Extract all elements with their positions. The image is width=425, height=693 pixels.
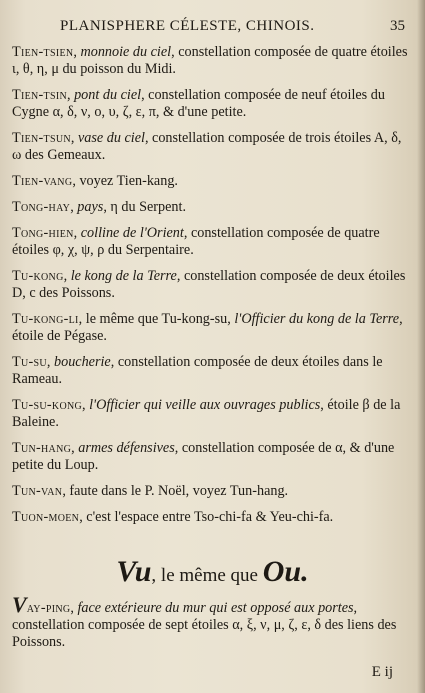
entry-vay-ping-block bbox=[12, 592, 411, 660]
entry-gloss: boucherie bbox=[54, 354, 111, 370]
entry-sep: , bbox=[70, 130, 78, 146]
entry-head: Tu-kong bbox=[12, 268, 64, 284]
entry-text: , constellation composée de neuf étoiles du Cygne α, δ, ν, ο, υ, ζ, ε, π, & d'une petite. bbox=[12, 87, 385, 120]
entry-tuon-moen bbox=[12, 509, 411, 526]
entry-text: , η du Serpent. bbox=[103, 199, 186, 215]
entry-gloss: l'Officier qui veille aux ouvrages publics bbox=[89, 397, 321, 413]
entry-head: Tong-hien bbox=[12, 225, 74, 241]
entry-tien-tsin bbox=[12, 87, 411, 121]
entry-head: Tu-kong-li bbox=[12, 311, 79, 327]
entry-tu-su bbox=[12, 354, 411, 388]
entry-tu-kong-li bbox=[12, 311, 411, 345]
entry-gloss: monnoie du ciel bbox=[80, 44, 172, 60]
page-number: 35 bbox=[390, 18, 405, 34]
entry-gloss: pont du ciel bbox=[74, 87, 142, 103]
entry-sep: , bbox=[73, 225, 81, 241]
section-heading-vu bbox=[0, 555, 425, 589]
entry-text: , constellation composée de α, & d'une petite du Loup. bbox=[12, 440, 395, 473]
entry-head: Tien-tsin bbox=[12, 87, 67, 103]
entry-text: , étoile de Pégase. bbox=[12, 311, 403, 344]
entry-head: Tu-su-kong bbox=[12, 397, 83, 413]
entry-text: , constellation composée de sept étoiles α, ξ, ν, μ, ζ, ε, δ des liens des Poissons. bbox=[12, 600, 397, 650]
entry-head: Tun-hang bbox=[12, 440, 72, 456]
entry-head: Tuon-moen bbox=[12, 509, 80, 525]
entry-sep: , bbox=[82, 397, 90, 413]
entry-text: , faute dans le P. Noël, voyez Tun-hang. bbox=[62, 483, 289, 499]
entry-head: Tun-van bbox=[12, 483, 63, 499]
section-ou: Ou. bbox=[262, 555, 309, 588]
entry-head: Tien-vang bbox=[12, 173, 73, 189]
drop-initial: V bbox=[12, 592, 27, 617]
glossary-entries bbox=[12, 44, 411, 535]
entry-sep: , bbox=[70, 199, 78, 215]
entry-tun-van bbox=[12, 483, 411, 500]
entry-head: Tong-hay bbox=[12, 199, 71, 215]
entry-tien-tsien bbox=[12, 44, 411, 78]
entry-tu-kong bbox=[12, 268, 411, 302]
entry-head: ay-ping bbox=[26, 600, 71, 616]
entry-text: , constellation composée de quatre étoiles φ, χ, ψ, ρ du Serpentaire. bbox=[12, 225, 380, 258]
entry-tong-hay bbox=[12, 199, 411, 216]
entry-gloss: le kong de la Terre bbox=[70, 268, 177, 284]
entry-text: , constellation composée de deux étoiles dans le Rameau. bbox=[12, 354, 383, 387]
signature-mark: E ij bbox=[371, 664, 393, 680]
entry-gloss: vase du ciel bbox=[77, 130, 145, 146]
entry-head: Tu-su bbox=[12, 354, 47, 370]
entry-gloss: pays bbox=[77, 199, 104, 215]
entry-sep: , bbox=[46, 354, 54, 370]
running-title: PLANISPHERE CÉLESTE, CHINOIS. bbox=[60, 18, 315, 34]
entry-text: , c'est l'espace entre Tso-chi-fa & Yeu-chi-fa. bbox=[79, 509, 334, 525]
entry-gloss: armes défensives bbox=[78, 440, 175, 456]
entry-tun-hang bbox=[12, 440, 411, 474]
entry-tong-hien bbox=[12, 225, 411, 259]
entry-gloss: face extérieure du mur qui est opposé aux portes bbox=[77, 600, 354, 616]
page-header bbox=[60, 18, 405, 40]
entry-text: , constellation composée de quatre étoiles ι, θ, η, μ du poisson du Midi. bbox=[12, 44, 408, 77]
entry-text: , voyez Tien-kang. bbox=[72, 173, 178, 189]
entry-text: , étoile β de la Baleine. bbox=[12, 397, 401, 430]
entry-sep: , bbox=[73, 44, 81, 60]
entry-head: Tien-tsien bbox=[12, 44, 74, 60]
entry-sep: , le même que Tu-kong-su, bbox=[78, 311, 235, 327]
entry-sep: , bbox=[70, 600, 78, 616]
section-vu: Vu bbox=[116, 555, 152, 588]
entry-tien-vang bbox=[12, 173, 411, 190]
entry-head: Tien-tsun bbox=[12, 130, 71, 146]
entry-text: , constellation composée de trois étoiles A, δ, ω des Gemeaux. bbox=[12, 130, 402, 163]
entry-tu-su-kong bbox=[12, 397, 411, 431]
entry-gloss: l'Officier du kong de la Terre bbox=[234, 311, 400, 327]
entry-sep: , bbox=[71, 440, 79, 456]
entry-sep: , bbox=[63, 268, 71, 284]
entry-tien-tsun bbox=[12, 130, 411, 164]
entry-gloss: colline de l'Orient bbox=[80, 225, 184, 241]
section-rest: , le même que bbox=[151, 565, 263, 586]
entry-text: , constellation composée de deux étoiles D, c des Poissons. bbox=[12, 268, 406, 301]
entry-vay-ping bbox=[12, 592, 411, 651]
entry-sep: , bbox=[66, 87, 75, 103]
